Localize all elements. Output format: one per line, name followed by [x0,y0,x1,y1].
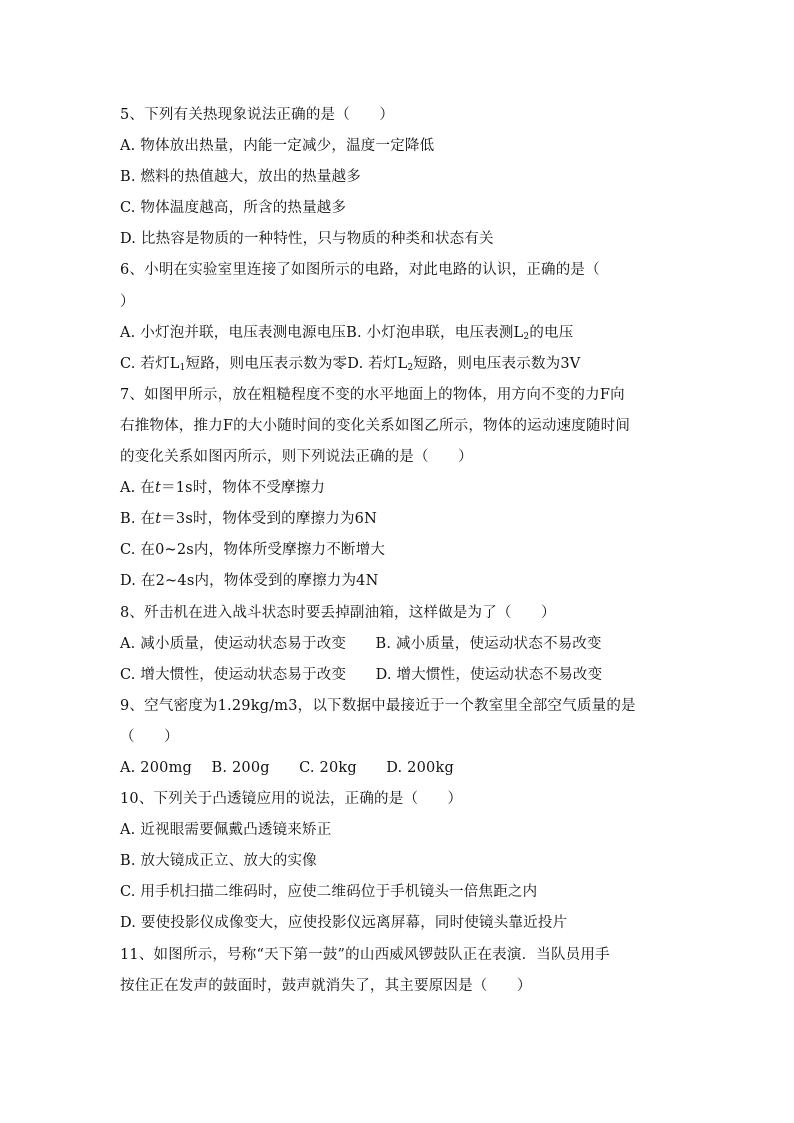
q7-option-b-text: B. 在 [120,511,156,528]
q10-stem: 10、下列关于凸透镜应用的说法，正确的是（ ） [120,791,463,808]
q7-stem-line2: 右推物体，推力F的大小随时间的变化关系如图乙所示，物体的运动速度随时间 [120,417,631,434]
q7-option-a-text: A. 在 [120,480,155,497]
q11-stem-line2: 按住正在发声的鼓面时，鼓声就消失了，其主要原因是（ ） [120,977,532,994]
q10-option-b: B. 放大镜成正立、放大的实像 [120,853,317,870]
q6-options-ab-text: A. 小灯泡并联，电压表测电源电压B. 小灯泡串联，电压表测L [120,324,524,341]
q11-stem-line1: 11、如图所示，号称“天下第一鼓”的山西威风锣鼓队正在表演．当队员用手 [120,946,610,963]
time-variable: t [155,511,162,528]
q5-option-c: C. 物体温度越高，所含的热量越多 [120,200,347,217]
q7-option-a-text-end: ＝1s时，物体不受摩擦力 [161,480,326,497]
q7-stem-line1: 7、如图甲所示，放在粗糙程度不变的水平地面上的物体，用方向不变的力F向 [120,386,625,403]
q5-option-b: B. 燃料的热值越大，放出的热量越多 [120,169,361,186]
question-text-block [120,100,680,1002]
q6-options-cd [120,349,680,380]
q5-option-d: D. 比热容是物质的一种特性，只与物质的种类和状态有关 [120,231,494,248]
q10-option-d: D. 要使投影仪成像变大，应使投影仪远离屏幕，同时使镜头靠近投片 [120,915,568,932]
q7-option-c: C. 在0~2s内，物体所受摩擦力不断增大 [120,542,386,559]
subscript: 1 [179,362,186,373]
q5-option-a: A. 物体放出热量，内能一定减少，温度一定降低 [120,138,435,155]
q8-options-cd: C. 增大惯性，使运动状态易于改变 D. 增大惯性，使运动状态不易改变 [120,666,603,683]
q10-option-a: A. 近视眼需要佩戴凸透镜来矫正 [120,822,332,839]
q10-option-c: C. 用手机扫描二维码时，应使二维码位于手机镜头一倍焦距之内 [120,884,538,901]
q6-options-cd-text: C. 若灯L [120,355,180,372]
q9-stem: 9、空气密度为1.29kg/m3，以下数据中最接近于一个教室里全部空气质量的是 [120,697,636,714]
q6-stem-continued: ） [120,293,135,310]
q7-option-b-text-end: ＝3s时，物体受到的摩擦力为6N [161,511,377,528]
q9-stem-continued: （ ） [120,728,179,745]
q8-options-ab: A. 减小质量，使运动状态易于改变 B. 减小质量，使运动状态不易改变 [120,635,602,652]
q6-stem: 6、小明在实验室里连接了如图所示的电路，对此电路的认识，正确的是（ [120,262,600,279]
q8-stem: 8、歼击机在进入战斗状态时要丢掉副油箱，这样做是为了（ ） [120,604,556,621]
q6-options-cd-text-mid: 短路，则电压表示数为零D. 若灯L [185,355,408,372]
q5-stem: 5、下列有关热现象说法正确的是（ ） [120,107,395,123]
q7-option-a [120,473,680,504]
time-variable: t [155,480,162,497]
q7-option-d: D. 在2~4s内，物体受到的摩擦力为4N [120,573,379,590]
q6-options-cd-text-end: 短路，则电压表示数为3V [413,355,581,372]
subscript: 2 [523,331,530,342]
q6-options-ab [120,318,680,349]
q6-options-ab-text-end: 的电压 [529,324,574,341]
q7-option-b [120,504,680,535]
subscript: 2 [407,362,414,373]
q7-stem-line3: 的变化关系如图丙所示，则下列说法正确的是（ ） [120,449,473,466]
q9-options: A. 200mg B. 200g C. 20kg D. 200kg [120,759,454,776]
